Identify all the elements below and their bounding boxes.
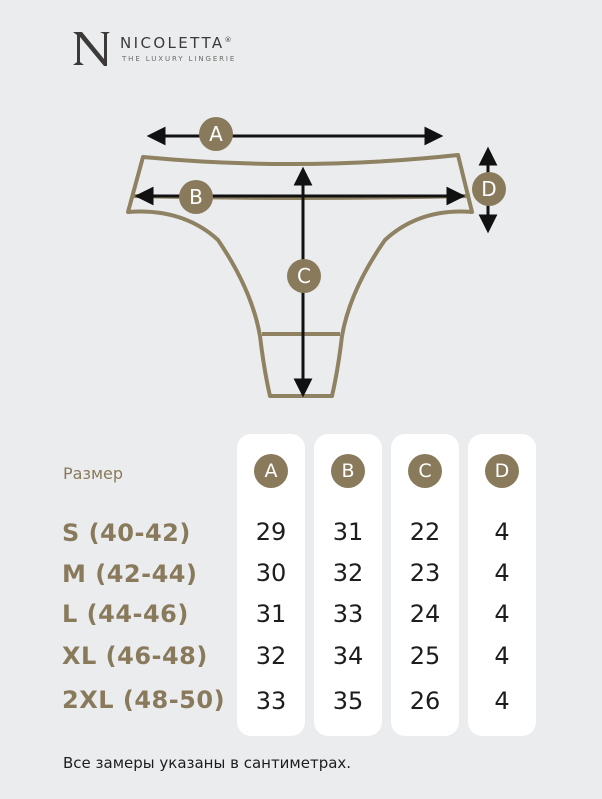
table-cell: 30	[255, 559, 287, 587]
size-label: 2XL (48-50)	[62, 686, 226, 714]
column-c	[391, 434, 459, 736]
table-cell: 33	[332, 600, 364, 628]
diagram-badge-d: D	[481, 177, 497, 201]
table-cell: 4	[494, 687, 510, 715]
table-cell: 29	[255, 518, 287, 546]
units-footnote: Все замеры указаны в сантиметрах.	[63, 754, 352, 772]
column-d	[468, 434, 536, 736]
diagram-badge-c: C	[297, 264, 311, 288]
table-cell: 33	[255, 687, 287, 715]
size-label: S (40-42)	[62, 519, 191, 547]
size-label: XL (46-48)	[62, 642, 208, 670]
brand-tagline: THE LUXURY LINGERIE	[122, 55, 237, 63]
table-cell: 24	[409, 600, 441, 628]
table-cell: 32	[255, 642, 287, 670]
brand-name: NICOLETTA®	[120, 34, 232, 52]
column-header-badge: A	[254, 454, 288, 488]
size-header-label: Размер	[63, 464, 124, 483]
table-cell: 4	[494, 559, 510, 587]
table-cell: 22	[409, 518, 441, 546]
table-cell: 4	[494, 600, 510, 628]
table-cell: 31	[255, 600, 287, 628]
diagram-badge-a: A	[209, 122, 223, 146]
table-cell: 4	[494, 642, 510, 670]
table-cell: 25	[409, 642, 441, 670]
table-cell: 34	[332, 642, 364, 670]
column-header-badge: B	[331, 454, 365, 488]
table-cell: 23	[409, 559, 441, 587]
column-header-badge: D	[485, 454, 519, 488]
table-cell: 35	[332, 687, 364, 715]
table-cell: 31	[332, 518, 364, 546]
size-label: L (44-46)	[62, 600, 189, 628]
column-header-badge: C	[408, 454, 442, 488]
column-a	[237, 434, 305, 736]
diagram-badge-b: B	[189, 185, 203, 209]
table-cell: 26	[409, 687, 441, 715]
size-label: M (42-44)	[62, 560, 198, 588]
table-cell: 4	[494, 518, 510, 546]
table-cell: 32	[332, 559, 364, 587]
column-b	[314, 434, 382, 736]
